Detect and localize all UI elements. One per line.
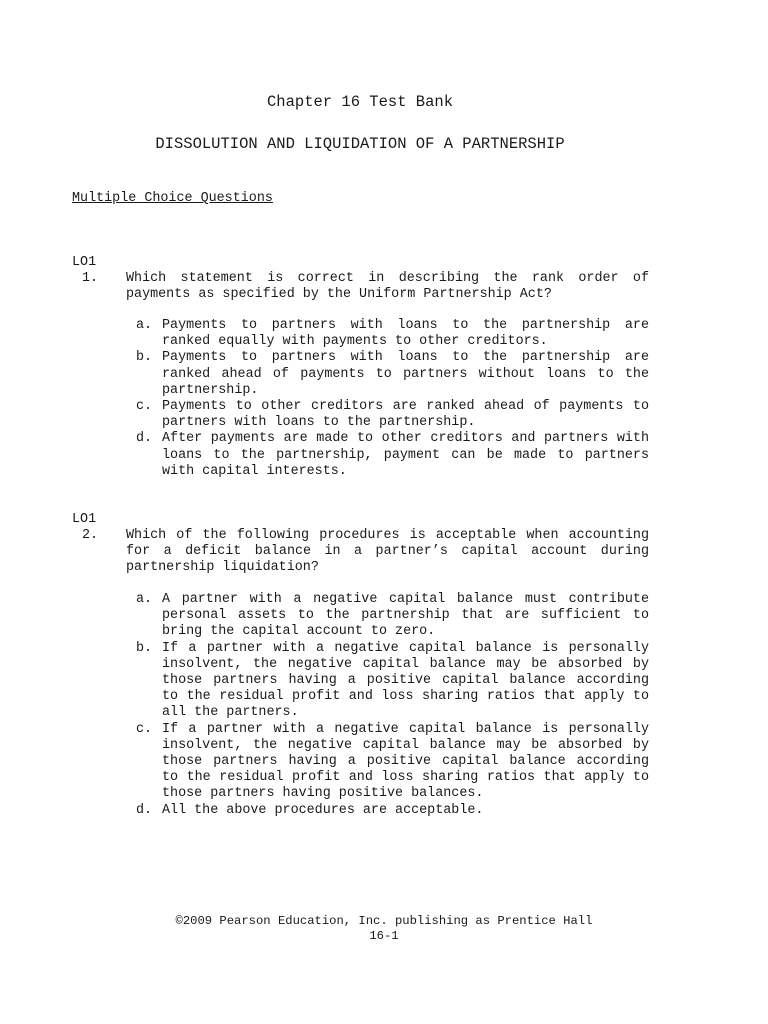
chapter-subtitle: DISSOLUTION AND LIQUIDATION OF A PARTNERSHIP bbox=[155, 135, 565, 153]
option-text: After payments are made to other creditors and partners with loans to the partnership, payment can be made to partners with capital interests. bbox=[162, 431, 649, 479]
option-letter: b. bbox=[136, 350, 153, 366]
option-letter: c. bbox=[136, 721, 153, 737]
option-text: All the above procedures are acceptable. bbox=[162, 802, 484, 818]
question-stem: Which of the following procedures is acceptable when accounting for a deficit balance in a partner’s capital account during partnership liquidation? bbox=[126, 528, 649, 576]
answer-option bbox=[136, 350, 649, 399]
page-number: 16-1 bbox=[369, 929, 399, 943]
question-number: 1. bbox=[82, 271, 99, 286]
option-text: Payments to other creditors are ranked ahead of payments to partners with loans to the partnership. bbox=[162, 399, 649, 431]
question-stem: Which statement is correct in describing the rank order of payments as specified by the Uniform Partnership Act? bbox=[126, 271, 649, 303]
answer-option bbox=[136, 722, 649, 803]
option-text: A partner with a negative capital balance must contribute personal assets to the partnership that are sufficient to bring the capital account to zero. bbox=[162, 592, 649, 640]
option-letter: a. bbox=[136, 318, 153, 333]
answer-option bbox=[136, 803, 649, 819]
chapter-title: Chapter 16 Test Bank bbox=[266, 93, 454, 111]
question-number: 2. bbox=[82, 528, 99, 543]
option-letter: d. bbox=[136, 431, 153, 447]
copyright-notice: ©2009 Pearson Education, Inc. publishing as Prentice Hall bbox=[175, 914, 593, 928]
answer-option bbox=[136, 431, 649, 480]
option-text: Payments to partners with loans to the partnership are ranked ahead of payments to partners without loans to the partnership. bbox=[162, 350, 649, 398]
section-heading: Multiple Choice Questions bbox=[72, 191, 273, 206]
answer-option bbox=[136, 641, 649, 722]
answer-option bbox=[136, 318, 649, 350]
answer-option bbox=[136, 592, 649, 641]
answer-option bbox=[136, 399, 649, 431]
page-footer bbox=[0, 914, 768, 944]
learning-objective-label: LO1 bbox=[72, 512, 97, 527]
answer-options bbox=[136, 592, 649, 819]
option-text: If a partner with a negative capital balance is personally insolvent, the negative capital balance may be absorbed by those partners having a positive capital balance according to the residual profit and loss sharing ratios that apply to all the partners. bbox=[162, 640, 649, 721]
option-letter: a. bbox=[136, 592, 153, 607]
option-letter: c. bbox=[136, 399, 153, 415]
option-letter: b. bbox=[136, 640, 153, 656]
option-letter: d. bbox=[136, 802, 153, 818]
answer-options bbox=[136, 318, 649, 480]
option-text: Payments to partners with loans to the partnership are ranked equally with payments to other creditors. bbox=[162, 318, 649, 350]
option-text: If a partner with a negative capital balance is personally insolvent, the negative capital balance may be absorbed by those partners having a positive capital balance according to the residual profit and loss sharing ratios that apply to those partners having positive balances. bbox=[162, 721, 649, 802]
learning-objective-label: LO1 bbox=[72, 255, 97, 270]
